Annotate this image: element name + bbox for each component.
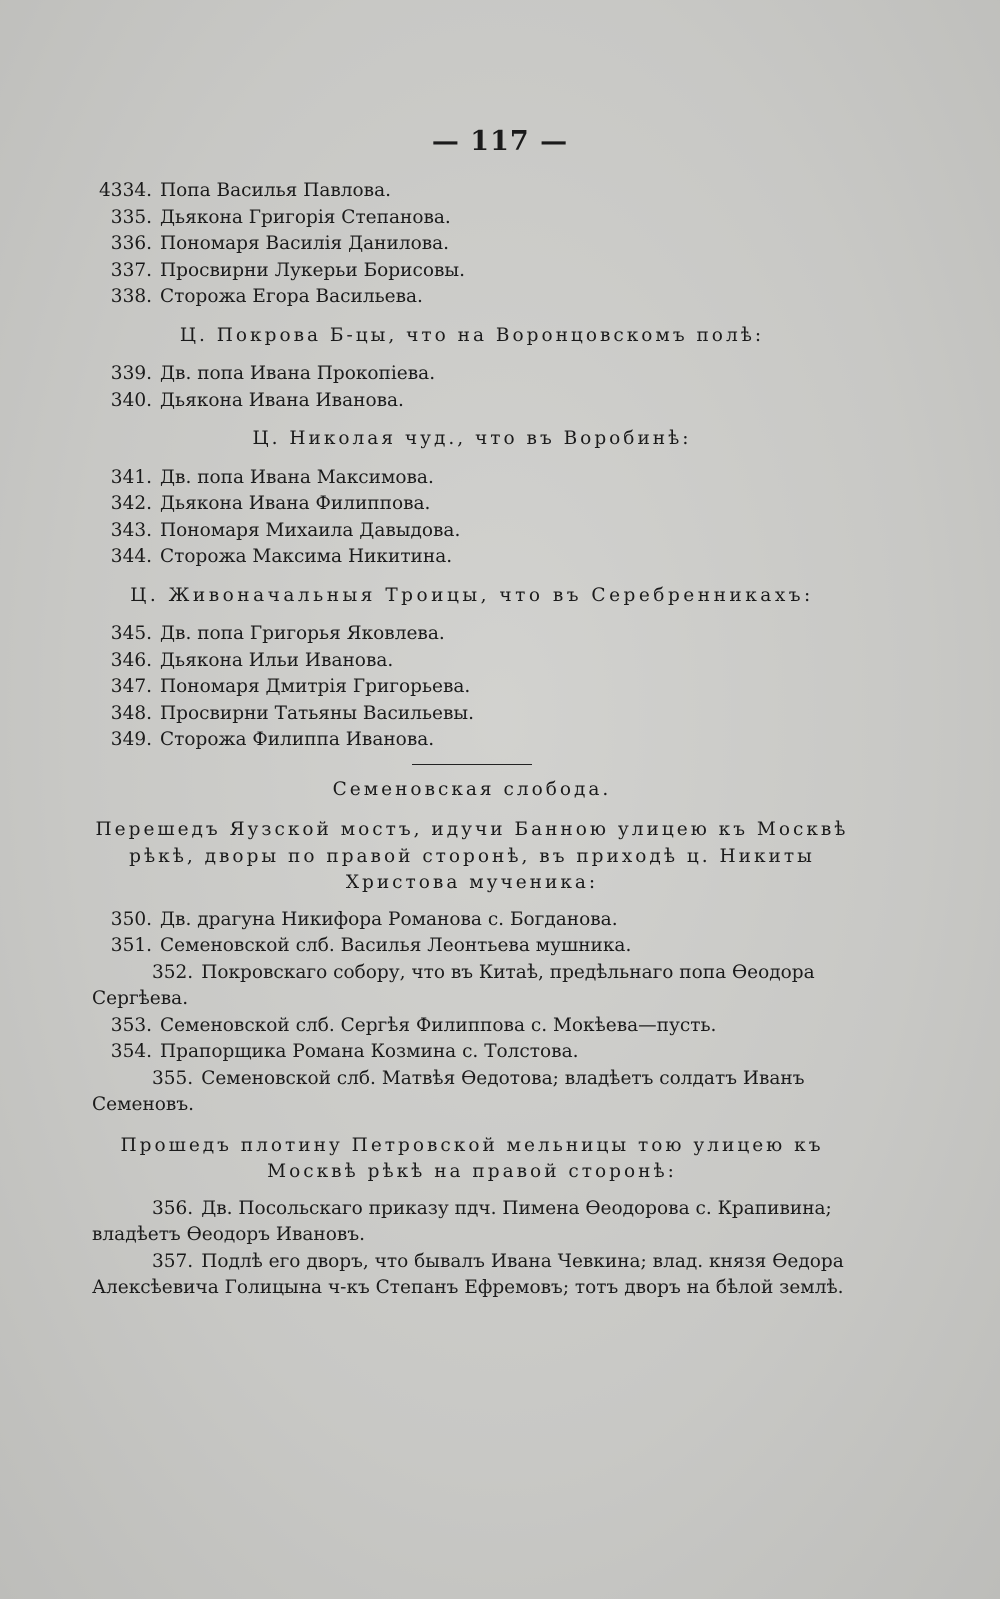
- section-title-semenovskaya: Семеновская слобода.: [332, 778, 612, 800]
- entry-number: 355.: [152, 1067, 194, 1089]
- entry-text: Подлѣ его дворъ, что бывалъ Ивана Чевкина; влад. князя Ѳедора Алексѣевича Голицына ч-къ Степанъ Ефремовъ; тотъ дворъ на бѣлой землѣ.: [92, 1250, 844, 1298]
- entry-text: Дв. драгуна Никифора Романова с. Богданова.: [160, 908, 618, 930]
- entry-number: 342.: [110, 493, 152, 514]
- route-line: рѣкѣ, дворы по правой сторонѣ, въ приходѣ ц. Никиты: [129, 845, 815, 867]
- entry: [92, 178, 852, 205]
- entry: [92, 1196, 852, 1249]
- entry-group-2: [92, 361, 852, 414]
- entry-number: 348.: [110, 702, 152, 724]
- entry-number: 352.: [152, 961, 194, 983]
- entry-text: Дьякона Ивана Иванова.: [160, 389, 404, 411]
- entry-number: 354.: [110, 1041, 152, 1062]
- entry-text: Дьякона Григорія Степанова.: [160, 206, 451, 228]
- entry: [92, 491, 852, 518]
- entry: [92, 205, 852, 232]
- page-body: [92, 178, 852, 1302]
- divider-rule: [412, 764, 532, 765]
- route-line: Прошедъ плотину Петровской мельницы тою улицею къ: [120, 1134, 824, 1156]
- route-line: Христова мученика:: [345, 872, 599, 893]
- entry-group-4: [92, 621, 852, 754]
- entry-group-5: [92, 907, 852, 1119]
- entry-number: 345.: [110, 623, 152, 644]
- entry: [92, 284, 852, 311]
- entry-text: Пономаря Михаила Давыдова.: [160, 519, 461, 541]
- entry-number: 335.: [110, 206, 152, 228]
- entry: [92, 674, 852, 701]
- entry: [92, 1066, 852, 1119]
- entry: [92, 621, 852, 648]
- entry-text: Дьякона Ильи Иванова.: [160, 649, 394, 671]
- entry-group-3: [92, 465, 852, 571]
- entry-number: 336.: [110, 233, 152, 254]
- entry: [92, 361, 852, 388]
- entry-number: 357.: [152, 1250, 194, 1272]
- entry-group-6: [92, 1196, 852, 1302]
- entry: [92, 465, 852, 492]
- entry: [92, 960, 852, 1013]
- entry: [92, 727, 852, 754]
- entry-text: Пономаря Дмитрія Григорьева.: [160, 676, 471, 697]
- entry-number: 339.: [110, 363, 152, 384]
- entry-text: Сторожа Егора Васильева.: [160, 286, 423, 307]
- entry-text: Пономаря Василія Данилова.: [160, 233, 450, 254]
- entry-text: Семеновской слб. Матвѣя Ѳедотова; владѣетъ солдатъ Иванъ Семеновъ.: [92, 1067, 805, 1115]
- section-heading-troitsa: Ц. Живоначальныя Троицы, что въ Серебренникахъ:: [130, 584, 814, 606]
- route-line: Перешедъ Яузской мостъ, идучи Банною улицею къ Москвѣ: [95, 819, 849, 840]
- entry-text: Дв. Посольскаго приказу пдч. Пимена Ѳеодорова с. Крапивина; владѣетъ Ѳеодоръ Ивановъ.: [92, 1197, 832, 1245]
- route-paragraph-1: [92, 817, 852, 897]
- entry-number: 351.: [110, 935, 152, 956]
- entry-number: 346.: [110, 649, 152, 671]
- page-number: — 117 —: [431, 126, 569, 157]
- route-paragraph-2: [92, 1133, 852, 1186]
- entry-text: Просвирни Татьяны Васильевы.: [160, 702, 474, 724]
- entry-text: Покровскаго собору, что въ Китаѣ, предѣльнаго попа Ѳеодора Сергѣева.: [92, 961, 815, 1009]
- entry: [92, 518, 852, 545]
- entry-text: Сторожа Филиппа Иванова.: [160, 729, 435, 750]
- entry-number: 4334.: [99, 180, 152, 201]
- entry-text: Дв. попа Григорья Яковлева.: [160, 623, 445, 644]
- entry: [92, 231, 852, 258]
- entry: [92, 648, 852, 675]
- entry-number: 344.: [110, 546, 152, 567]
- entry-number: 343.: [110, 519, 152, 541]
- entry-number: 353.: [110, 1014, 152, 1036]
- section-heading-pokrov: Ц. Покрова Б-цы, что на Воронцовскомъ полѣ:: [179, 324, 765, 346]
- entry-number: 349.: [110, 729, 152, 750]
- entry-text: Сторожа Максима Никитина.: [160, 546, 453, 567]
- entry: [92, 388, 852, 415]
- entry-number: 340.: [110, 389, 152, 411]
- entry-number: 341.: [110, 466, 152, 488]
- entry-number: 338.: [110, 286, 152, 307]
- entry-number: 337.: [110, 259, 152, 281]
- route-line: Москвѣ рѣкѣ на правой сторонѣ:: [267, 1161, 677, 1182]
- entry-text: Дьякона Ивана Филиппова.: [160, 493, 431, 514]
- entry: [92, 933, 852, 960]
- entry: [92, 1249, 852, 1302]
- entry-text: Семеновской слб. Василья Леонтьева мушника.: [160, 935, 632, 956]
- entry-text: Просвирни Лукерьи Борисовы.: [160, 259, 465, 281]
- entry: [92, 258, 852, 285]
- section-heading-nikolai: Ц. Николая чуд., что въ Воробинѣ:: [252, 428, 692, 449]
- entry-number: 356.: [152, 1197, 194, 1219]
- entry-group-1: [92, 178, 852, 311]
- entry-text: Прапорщика Романа Козмина с. Толстова.: [160, 1041, 579, 1062]
- entry-number: 347.: [110, 676, 152, 697]
- entry-text: Дв. попа Ивана Прокопіева.: [160, 363, 436, 384]
- entry-text: Попа Василья Павлова.: [160, 180, 391, 201]
- entry-text: Семеновской слб. Сергѣя Филиппова с. Мокѣева—пусть.: [160, 1014, 717, 1036]
- entry: [92, 544, 852, 571]
- entry: [92, 1039, 852, 1066]
- entry: [92, 1013, 852, 1040]
- entry: [92, 701, 852, 728]
- entry-text: Дв. попа Ивана Максимова.: [160, 466, 434, 488]
- entry-number: 350.: [110, 908, 152, 930]
- entry: [92, 907, 852, 934]
